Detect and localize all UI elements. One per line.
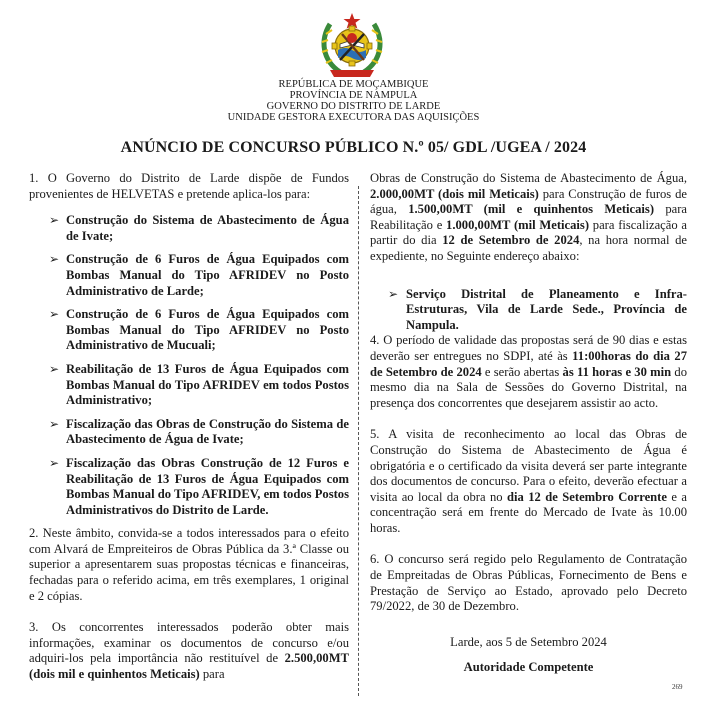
signature-date: Larde, aos 5 de Setembro 2024 (450, 634, 607, 649)
list-item: ➢ Reabilitação de 13 Furos de Água Equipados com Bombas Manual do Tipo AFRIDEV em todos Postos Administrativo; (49, 361, 349, 408)
list-item: ➢ Construção do Sistema de Abastecimento de Água de Ivate; (49, 213, 349, 243)
list-item: ➢ Construção de 6 Furos de Água Equipados com Bombas Manual do Tipo AFRIDEV no Posto Administrativo de Larde; (49, 252, 349, 298)
list-item: ➢ Serviço Distrital de Planeamento e Infra-Estruturas, Vila de Larde Sede., Província de Nampula. (388, 286, 687, 332)
paragraph-5: 5. A visita de reconhecimento ao local das Obras de Construção do Sistema de Abastecimento de Água é obrigatória e o certificado da visita deverá ser parte integrante dos documentos de concurso. Para o efeito, deverão efectuar a visita ao local da obra no dia 12 de Setembro Corrente e a concentração será em frente do Mercado de Ivate às 10.00 horas. (370, 427, 687, 535)
list-item: ➢ Fiscalização das Obras de Construção do Sistema de Abastecimento de Água de Ivate; (49, 416, 349, 447)
arrowhead-bullet-icon: ➢ (49, 416, 60, 431)
funding-purpose-list (29, 213, 349, 518)
paragraph-4: 4. O período de validade das propostas será de 90 dias e estas deverão ser entregues no SDPI, até às 11:00horas do dia 27 de Setembro de 2024 e serão abertas às 11 horas e 30 min do mesmo dia na Sala de Sessões do Governo Distrital, na presença dos concorrentes que desejarem assistir ao acto. (370, 333, 688, 410)
page-number: 269 (672, 683, 683, 691)
header-republic: REPÚBLICA DE MOÇAMBIQUE (278, 79, 429, 90)
coat-of-arms-emblem (316, 10, 388, 80)
list-item: ➢ Fiscalização das Obras Construção de 12 Furos e Reabilitação de 13 Furos de Água Equipados com Bombas Manual do Tipo AFRIDEV, em todos Postos Administrativos do Distrito de Larde. (49, 455, 349, 517)
paragraph-3: 3. Os concorrentes interessados poderão obter mais informações, examinar os documentos de concurso e/ou adquiri-los pela importância não restituível de 2.500,00MT (dois mil e quinhentos Meticais) para (29, 620, 349, 682)
paragraph-1-intro: 1. O Governo do Distrito de Larde dispõe de Fundos provenientes de HELVETAS e pretende aplica-los para: (29, 171, 349, 201)
arrowhead-bullet-icon: ➢ (49, 213, 60, 228)
left-column (29, 171, 349, 683)
column-divider (358, 186, 359, 696)
arrowhead-bullet-icon: ➢ (388, 286, 399, 301)
address-list (370, 287, 687, 334)
header-province: PROVÍNCIA DE NAMPULA (289, 90, 418, 101)
header-government: GOVERNO DO DISTRITO DE LARDE (266, 101, 441, 112)
list-item: ➢ Construção de 6 Furos de Água Equipados com Bombas Manual do Tipo AFRIDEV no Posto Administrativo de Mucuali; (49, 307, 349, 353)
announcement-title: ANÚNCIO DE CONCURSO PÚBLICO N.º 05/ GDL /UGEA / 2024 (120, 139, 587, 156)
paragraph-2: 2. Neste âmbito, convida-se a todos interessados para o efeito com Alvará de Empreiteiros de Obras Pública da 3.ª Classe ou superior a apresentarem suas propostas técnicas e financeiras, fechadas para o referido acima, em três exemplares, 1 original e 2 cópias. (29, 526, 349, 603)
arrowhead-bullet-icon: ➢ (49, 252, 60, 267)
header-unit: UNIDADE GESTORA EXECUTORA DAS AQUISIÇÕES (227, 112, 480, 123)
arrowhead-bullet-icon: ➢ (49, 361, 60, 376)
right-column (370, 171, 687, 676)
arrowhead-bullet-icon: ➢ (49, 455, 60, 470)
paragraph-3-continued: Obras de Construção do Sistema de Abastecimento de Água, 2.000,00MT (dois mil Meticais) para Construção de furos de água, 1.500,00MT (mil e quinhentos Meticais) para Reabilitação e 1.000,00MT (mil Meticais) para fiscalização a partir do dia 12 de Setembro de 2024, na hora normal de expediente, no Seguinte endereço abaixo: (370, 171, 687, 263)
paragraph-6: 6. O concurso será regido pelo Regulamento de Contratação de Empreitadas de Obras Públicas, Fornecimento de Bens e Prestação de Serviço ao Estado, aprovado pelo Decreto 79/2022, de 30 de Dezembro. (370, 552, 687, 614)
arrowhead-bullet-icon: ➢ (49, 307, 60, 322)
signature-authority: Autoridade Competente (463, 660, 594, 675)
document-header (0, 79, 707, 123)
